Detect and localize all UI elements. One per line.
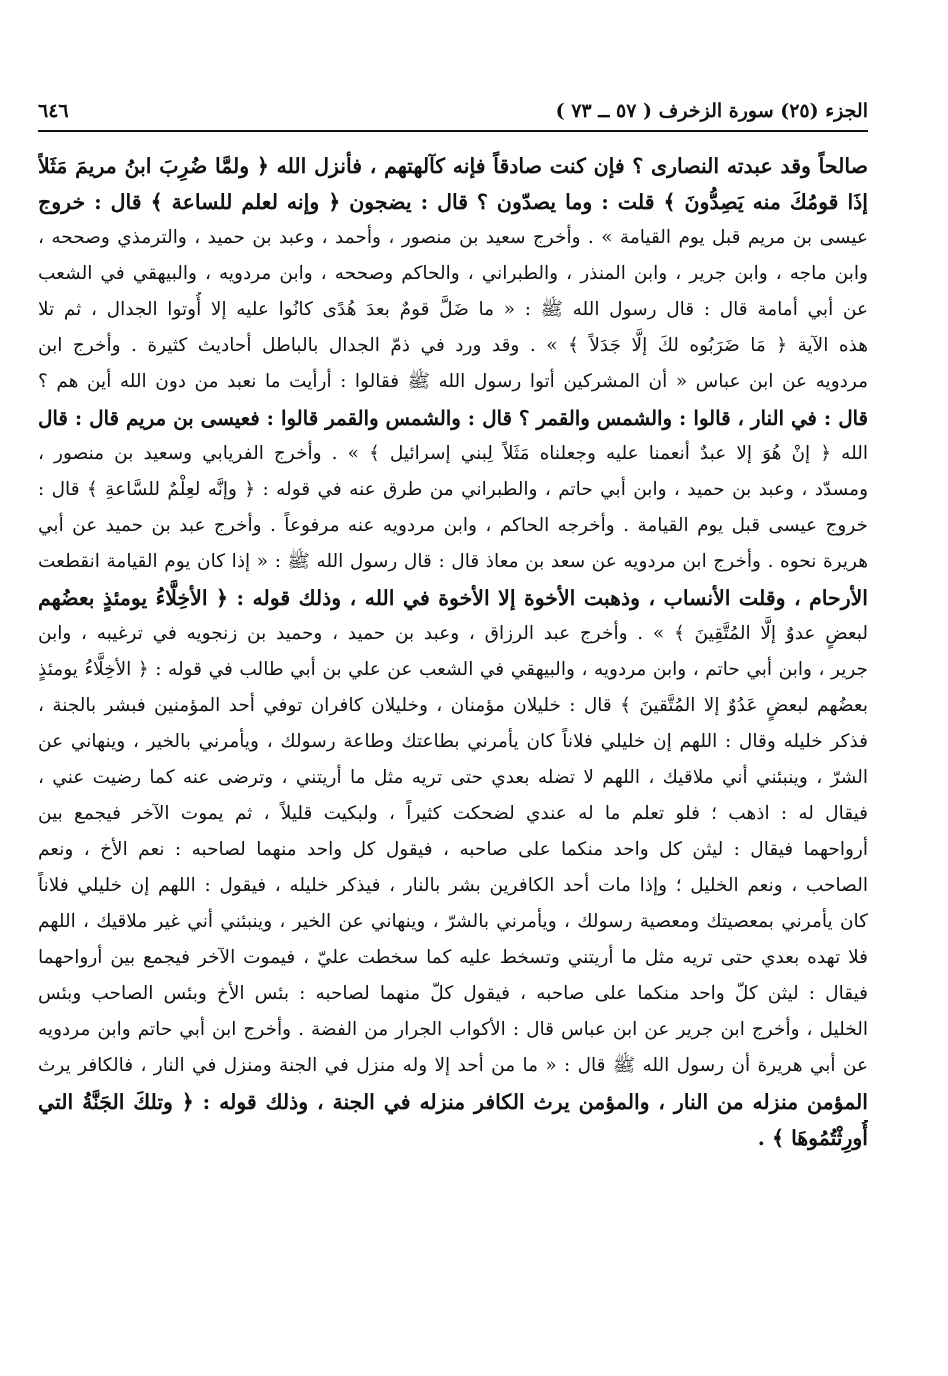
- text-line: عن أبي أمامة قال : قال رسول الله ﷺ : « ما ضَلَّ قومٌ بعدَ هُدًى كانُوا عليه إلا أُوتوا الجدال ، ثم تلا: [38, 299, 868, 320]
- text-line: فلا تهده بعدي حتى تريه مثل ما أريتني وتسخط عليه كما سخطت عليّ ، فيموت الآخر فيجمع بين أرواحهما: [38, 947, 868, 968]
- text-line: بعضُهم لبعضٍ عَدُوٌ إلا المُتَّقينَ ﴾ قال : خليلان مؤمنان ، وخليلان كافران توفي أحد المؤمنين فبشر بالجنة ،: [38, 695, 868, 716]
- text-line: فذكر خليله وقال : اللهم إن خليلي فلاناً كان يأمرني بطاعتك وطاعة رسولك ، ويأمرني بالخير ، وينهاني عن: [38, 731, 868, 752]
- text-line: الشرّ ، وينبئني أني ملاقيك ، اللهم لا تضله بعدي حتى تريه مثل ما أريتني ، وترضى عنه كما رضيت عني ،: [38, 767, 868, 788]
- text-line: فيقال : ليثن كلّ واحد منكما على صاحبه ، فيقول كلّ منهما لصاحبه : بئس الأخ وبئس الصاحب وبئس: [38, 983, 868, 1004]
- text-line: صالحاً وقد عبدته النصارى ؟ فإن كنت صادقاً فإنه كآلهتهم ، فأنزل الله ﴿ ولمَّا ضُرِبَ ابنُ مريمَ مَثَلاً: [38, 154, 868, 178]
- page-number: ٦٤٦: [38, 100, 69, 122]
- body-text: [38, 148, 868, 1262]
- text-line: هذه الآية ﴿ مَا ضَرَبُوه لكَ إلَّا جَدَلاً ﴾ » . وقد ورد في ذمّ الجدال بالباطل أحاديث كثيرة . وأخرج ابن: [38, 335, 868, 356]
- text-line: إذَا قومُكَ منه يَصِدُّونَ ﴾ قلت : وما يصدّون ؟ قال : يضجون ﴿ وإنه لعلم للساعة ﴾ قال : خروج: [38, 190, 868, 214]
- text-line: عيسى بن مريم قبل يوم القيامة » . وأخرج سعيد بن منصور ، وأحمد ، وعبد بن حميد ، والترمذي وصححه ،: [38, 227, 868, 248]
- text-line: هريرة نحوه . وأخرج ابن مردويه عن سعد بن معاذ قال : قال رسول الله ﷺ : « إذا كان يوم القيامة انقطعت: [38, 551, 868, 572]
- text-line: فيقال له : اذهب ؛ فلو تعلم ما له عندي لضحكت كثيراً ، ولبكيت قليلاً ، ثم يموت الآخر فيجمع بين: [38, 803, 868, 824]
- text-line: الصاحب ، ونعم الخليل ؛ وإذا مات أحد الكافرين بشر بالنار ، فيذكر خليله ، فيقول : اللهم إن خليلي فلاناً: [38, 875, 868, 896]
- text-line: أُورِثْتُمُوهَا ﴾ .: [757, 1126, 868, 1150]
- text-line: الأرحام ، وقلت الأنساب ، وذهبت الأخوة إلا الأخوة في الله ، وذلك قوله : ﴿ الأخِلَّاءُ يومئذٍ بعضُهم: [38, 586, 868, 610]
- text-line: الله ﴿ إنْ هُوَ إلا عبدٌ أنعمنا عليه وجعلناه مَثَلاً لِبني إسرائيل ﴾ » . وأخرج الفريابي وسعيد بن منصور ،: [38, 443, 868, 464]
- text-line: ومسدّد ، وعبد بن حميد ، وابن أبي حاتم ، والطبراني من طرق عنه في قوله : ﴿ وإنَّه لعِلْمٌ للسَّاعةِ ﴾ قال :: [38, 479, 868, 500]
- text-line: وابن ماجه ، وابن جرير ، وابن المنذر ، والطبراني ، والحاكم وصححه ، وابن مردويه ، والبيهقي في الشعب: [38, 263, 868, 284]
- text-line: أرواحهما فيقال : ليثن كل واحد منكما على صاحبه ، فيقول كل واحد منهما لصاحبه : نعم الأخ ، ونعم: [38, 839, 868, 860]
- text-line: المؤمن منزله من النار ، والمؤمن يرث الكافر منزله في الجنة ، وذلك قوله : ﴿ وتلكَ الجَنَّةُ التي: [38, 1090, 868, 1114]
- text-line: الخليل ، وأخرج ابن جرير عن ابن عباس قال : الأكواب الجرار من الفضة . وأخرج ابن أبي حاتم وابن مردويه: [38, 1019, 868, 1040]
- text-line: قال : في النار ، قالوا : والشمس والقمر ؟ قال : والشمس والقمر قالوا : فعيسى بن مريم قال : قال: [38, 406, 868, 430]
- text-line: جرير ، وابن أبي حاتم ، وابن مردويه ، والبيهقي في الشعب عن علي بن أبي طالب في قوله : ﴿ الأخِلَّاءُ يومئذٍ: [38, 659, 868, 680]
- running-header-title: الجزء (٢٥) سورة الزخرف ( ٥٧ ــ ٧٣ ): [555, 100, 868, 122]
- text-line: عن أبي هريرة أن رسول الله ﷺ قال : « ما من أحد إلا وله منزل في الجنة ومنزل في النار ، فالكافر يرث: [38, 1055, 868, 1076]
- book-page: [38, 92, 868, 1262]
- text-line: مردويه عن ابن عباس « أن المشركين أتوا رسول الله ﷺ فقالوا : أرأيت ما نعبد من دون الله أين هم ؟: [38, 371, 868, 392]
- text-line: لبعضٍ عدوٌ إلَّا المُتَّقِينَ ﴾ » . وأخرج عبد الرزاق ، وعبد بن حميد ، وحميد بن زنجويه في ترغيبه ، وابن: [38, 623, 868, 644]
- page-header: [38, 92, 868, 132]
- text-line: خروج عيسى قبل يوم القيامة . وأخرجه الحاكم ، وابن مردويه عنه مرفوعاً . وأخرج عبد بن حميد عن أبي: [38, 515, 868, 536]
- text-line: كان يأمرني بمعصيتك ومعصية رسولك ، ويأمرني بالشرّ ، وينهاني عن الخير ، وينبئني أني غير ملاقيك ، اللهم: [38, 911, 868, 932]
